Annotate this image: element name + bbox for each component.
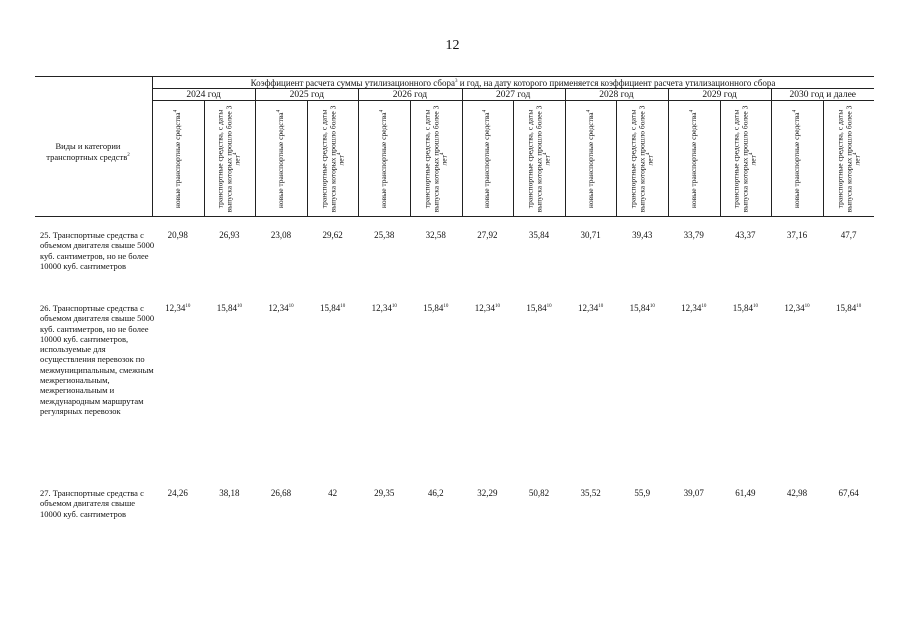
column-header-used: [823, 104, 875, 214]
column-header-text: транспортные средства, с даты выпуска которых прошло более 3 лет$^4$: [834, 105, 861, 213]
value-cell: 15,84$^{10}$: [319, 303, 346, 313]
value-cell: 32,29: [477, 488, 498, 498]
value-cell: 33,79: [683, 230, 704, 240]
year-header: 2027 год: [496, 90, 531, 100]
header-bottom-rule: [35, 216, 874, 217]
value-cell: 12,34$^{10}$: [577, 303, 604, 313]
column-header-text: транспортные средства, с даты выпуска которых прошло более 3 лет$^4$: [525, 105, 552, 213]
year-header: 2024 год: [186, 90, 221, 100]
value-cell: 61,49: [735, 488, 756, 498]
value-cell: 35,52: [580, 488, 601, 498]
value-cell: 43,37: [735, 230, 756, 240]
row-label: 27. Транспортные средства с объемом двигателя свыше 10000 куб. сантиметров: [40, 488, 144, 519]
value-cell: 26,68: [270, 488, 292, 498]
column-header-new: [255, 104, 307, 214]
value-cell: 26,93: [219, 230, 240, 240]
value-cell: 46,2: [427, 488, 444, 498]
column-header-text: транспортные средства, с даты выпуска которых прошло более 3 лет$^4$: [628, 105, 655, 213]
column-header-used: [720, 104, 772, 214]
year-header: 2025 год: [289, 90, 324, 100]
value-cell: 15,84$^{10}$: [732, 303, 759, 313]
value-cell: 23,08: [270, 230, 292, 240]
value-cell: 55,9: [634, 488, 651, 498]
value-cell: 39,07: [683, 488, 704, 498]
column-header-text: новые транспортные средства$^4$: [275, 109, 285, 209]
column-header-new: [771, 104, 823, 214]
column-header-text: новые транспортные средства$^4$: [378, 109, 388, 209]
column-header-new: [358, 104, 410, 214]
value-cell: 29,35: [374, 488, 395, 498]
column-header-text: новые транспортные средства$^4$: [482, 109, 492, 209]
value-cell: 12,34$^{10}$: [474, 303, 501, 313]
column-header-new: [462, 104, 514, 214]
value-cell: 20,98: [167, 230, 188, 240]
table-top-rule: [35, 76, 874, 77]
page-number: 12: [445, 38, 460, 53]
value-cell: 12,34$^{10}$: [165, 303, 191, 313]
column-header-used: [410, 104, 462, 214]
column-header-new: [152, 104, 204, 214]
column-header-text: транспортные средства, с даты выпуска которых прошло более 3 лет$^4$: [422, 105, 449, 213]
value-cell: 27,92: [477, 230, 498, 240]
column-header-used: [616, 104, 668, 214]
coefficient-header: Коэффициент расчета суммы утилизационного сбора$^3$ и год, на дату которого применяется коэффициент расчета утилизационного сбора: [250, 78, 776, 88]
column-header-new: [668, 104, 720, 214]
column-header-text: новые транспортные средства$^4$: [688, 109, 698, 209]
vehicle-kinds-header: Виды и категории транспортных средств$^2$: [46, 141, 130, 162]
year-header: 2026 год: [392, 90, 428, 100]
value-cell: 35,84: [528, 230, 550, 240]
value-cell: 50,82: [528, 488, 550, 498]
value-cell: 12,34$^{10}$: [268, 303, 294, 313]
column-header-text: транспортные средства, с даты выпуска которых прошло более 3 лет$^4$: [731, 105, 758, 213]
column-header-new: [565, 104, 617, 214]
value-cell: 15,84$^{10}$: [526, 303, 552, 313]
value-cell: 12,34$^{10}$: [784, 303, 810, 313]
column-header-text: новые транспортные средства$^4$: [791, 109, 801, 209]
value-cell: 47,7: [840, 230, 857, 240]
value-cell: 15,84$^{10}$: [216, 303, 243, 313]
value-cell: 67,64: [838, 488, 859, 498]
value-cell: 15,84$^{10}$: [835, 303, 862, 313]
column-header-used: [204, 104, 256, 214]
value-cell: 12,34$^{10}$: [681, 303, 707, 313]
value-cell: 15,84$^{10}$: [629, 303, 655, 313]
column-header-text: новые транспортные средства$^4$: [585, 109, 595, 209]
row-label: 25. Транспортные средства с объемом двигателя свыше 5000 куб. сантиметров, но не более 10000 куб. сантиметров: [40, 230, 155, 271]
column-header-text: новые транспортные средства$^4$: [172, 109, 182, 209]
column-header-text: транспортные средства, с даты выпуска которых прошло более 3 лет$^4$: [215, 105, 242, 213]
column-header-used: [513, 104, 565, 214]
year-header: 2030 год и далее: [789, 90, 857, 100]
value-cell: 37,16: [786, 230, 808, 240]
value-cell: 24,26: [167, 488, 188, 498]
value-cell: 25,38: [374, 230, 395, 240]
value-cell: 12,34$^{10}$: [371, 303, 397, 313]
value-cell: 42,98: [786, 488, 808, 498]
value-cell: 30,71: [580, 230, 601, 240]
year-header: 2028 год: [599, 90, 634, 100]
column-header-text: транспортные средства, с даты выпуска которых прошло более 3 лет$^4$: [318, 105, 345, 213]
value-cell: 39,43: [632, 230, 653, 240]
coef-header-rule: [152, 88, 874, 89]
column-header-used: [307, 104, 359, 214]
value-cell: 38,18: [219, 488, 240, 498]
value-cell: 29,62: [322, 230, 343, 240]
value-cell: 15,84$^{10}$: [423, 303, 449, 313]
year-header: 2029 год: [702, 90, 737, 100]
row-label: 26. Транспортные средства с объемом двигателя свыше 5000 куб. сантиметров, но не более 10000 куб. сантиметров, используемые для осуществления перевозок по межмуниципальным, смежным межрегиональным, межрегиональным и международным маршрутам регулярных перевозок: [40, 303, 155, 416]
value-cell: 32,58: [425, 230, 446, 240]
value-cell: 42: [328, 488, 338, 498]
